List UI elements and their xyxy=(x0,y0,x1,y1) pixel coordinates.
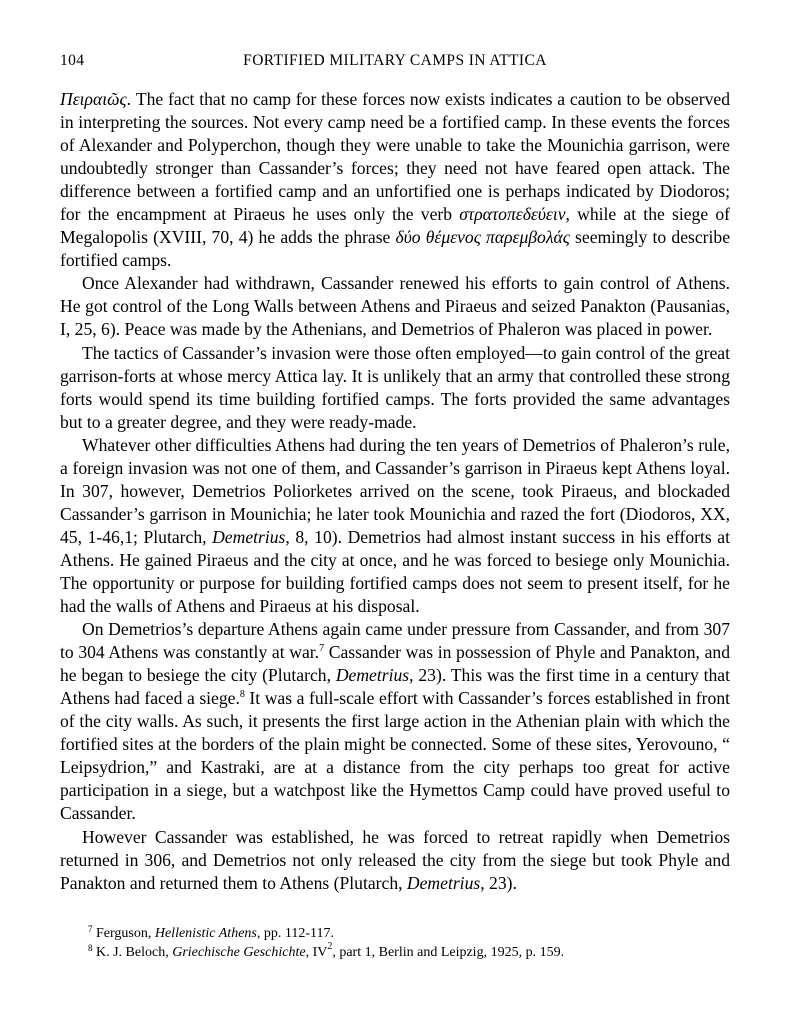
footnotes xyxy=(88,925,730,962)
paragraph xyxy=(60,618,730,825)
paragraph xyxy=(60,272,730,341)
italic-text: στρατοπεδεύειν xyxy=(459,204,566,225)
text-run: , part 1, Berlin and Leipzig, 1925, p. 159. xyxy=(332,944,565,960)
paragraph xyxy=(60,826,730,895)
text-run: , pp. 112-117. xyxy=(256,926,334,941)
footnote-ref: 7 xyxy=(319,643,325,655)
text-run: , 23). This was the first time in a century that Athens had faced a siege. xyxy=(60,665,731,709)
italic-text: Hellenistic Athens xyxy=(154,926,257,941)
text-run: . The fact that no camp for these forces now exists indicates a caution to be observed in interpreting the sources. Not every camp need be a fortified camp. In these events the forces of Alexander and Polyperchon, though they were unable to take the Mounichia garrison, were undoubtedly stronger than Cassander’s forces; they need not have feared open attack. The difference between a fortified camp and an unfortified one is perhaps indicated by Diodoros; for the encampment at Piraeus he uses only the verb xyxy=(60,89,730,225)
paragraph xyxy=(60,88,730,272)
body-text xyxy=(60,88,730,895)
text-run: Ferguson, xyxy=(96,926,155,941)
footnote xyxy=(88,925,730,944)
text-run: , IV xyxy=(305,944,328,960)
text-run: Whatever other difficulties Athens had during the ten years of Demetrios of Phaleron’s rule, a foreign invasion was not one of them, and Cassander’s garrison in Piraeus kept Athens loyal. In 307, however, Demetrios Poliorketes arrived on the scene, took Piraeus, and blockaded Cassander’s garrison in Mounichia; he later took Mounichia and razed the fort (Diodoros, XX, 45, 1-46,1; Plutarch, xyxy=(60,434,730,547)
italic-text: Griechische Geschichte xyxy=(172,944,306,960)
text-run: K. J. Beloch, xyxy=(96,944,173,960)
text-run: On Demetrios’s departure Athens again came under pressure from Cassander, and from 307 to 304 Athens was constantly at war. xyxy=(60,619,730,663)
footnote xyxy=(88,940,730,963)
italic-text: Demetrius xyxy=(212,526,286,547)
paragraph xyxy=(60,342,730,434)
text-run: , 8, 10). Demetrios had almost instant success in his efforts at Athens. He gained Piraeus and the city at once, and he was forced to besiege only Mounichia. The opportunity or purpose for building fortified camps does not seem to present itself, for he had the walls of Athens and Piraeus at his disposal. xyxy=(60,526,730,617)
footnote-number: 7 xyxy=(88,924,93,934)
page-number: 104 xyxy=(60,52,85,69)
footnote-ref: 2 xyxy=(327,940,333,952)
running-title: FORTIFIED MILITARY CAMPS IN ATTICA xyxy=(243,52,547,69)
text-run: The tactics of Cassander’s invasion were those often employed—to gain control of the great garrison-forts at whose mercy Attica lay. It is unlikely that an army that controlled these strong forts would spend its time building fortified camps. The forts provided the same advantages but to a greater degree, and they were ready-made. xyxy=(60,342,731,432)
footnote-ref: 8 xyxy=(239,689,245,701)
footnote-number: 8 xyxy=(88,942,93,953)
italic-text: Demetrius xyxy=(335,665,410,686)
text-run: , while at the siege of Megalopolis (XVIII, 70, 4) he adds the phrase xyxy=(60,204,730,248)
text-run: Cassander was in possession of Phyle and Panakton, and he began to besiege the city (Plutarch, xyxy=(60,642,730,686)
text-run: It was a full-scale effort with Cassander’s forces established in front of the city walls. As such, it presents the first large action in the Athenian plain with which the fortified sites at the borders of the plain might be connected. Some of these sites, Yerovouno, “ Leipsydrion,” and Kastraki, are at a distance from the city perhaps too great for active participation in a siege, but a watchpost like the Hymettos Camp could have proved useful to Cassander. xyxy=(60,688,730,824)
italic-text: Demetrius xyxy=(406,872,481,893)
italic-text: δύο θέμενος παρεμβολάς xyxy=(395,227,570,248)
italic-text: Πειραιῶς xyxy=(60,89,127,109)
paragraph xyxy=(60,434,730,618)
text-run: , 23). xyxy=(480,872,517,893)
text-run: Once Alexander had withdrawn, Cassander renewed his efforts to gain control of Athens. He got control of the Long Walls between Athens and Piraeus and seized Panakton (Pausanias, I, 25, 6). Peace was made by the Athenians, and Demetrios of Phaleron was placed in power. xyxy=(60,273,730,340)
text-run: seemingly to describe fortified camps. xyxy=(60,227,731,271)
running-header xyxy=(60,52,730,76)
text-run: However Cassander was established, he was forced to retreat rapidly when Demetrios returned in 306, and Demetrios not only released the city from the siege but took Phyle and Panakton and returned them to Athens (Plutarch, xyxy=(60,826,730,893)
